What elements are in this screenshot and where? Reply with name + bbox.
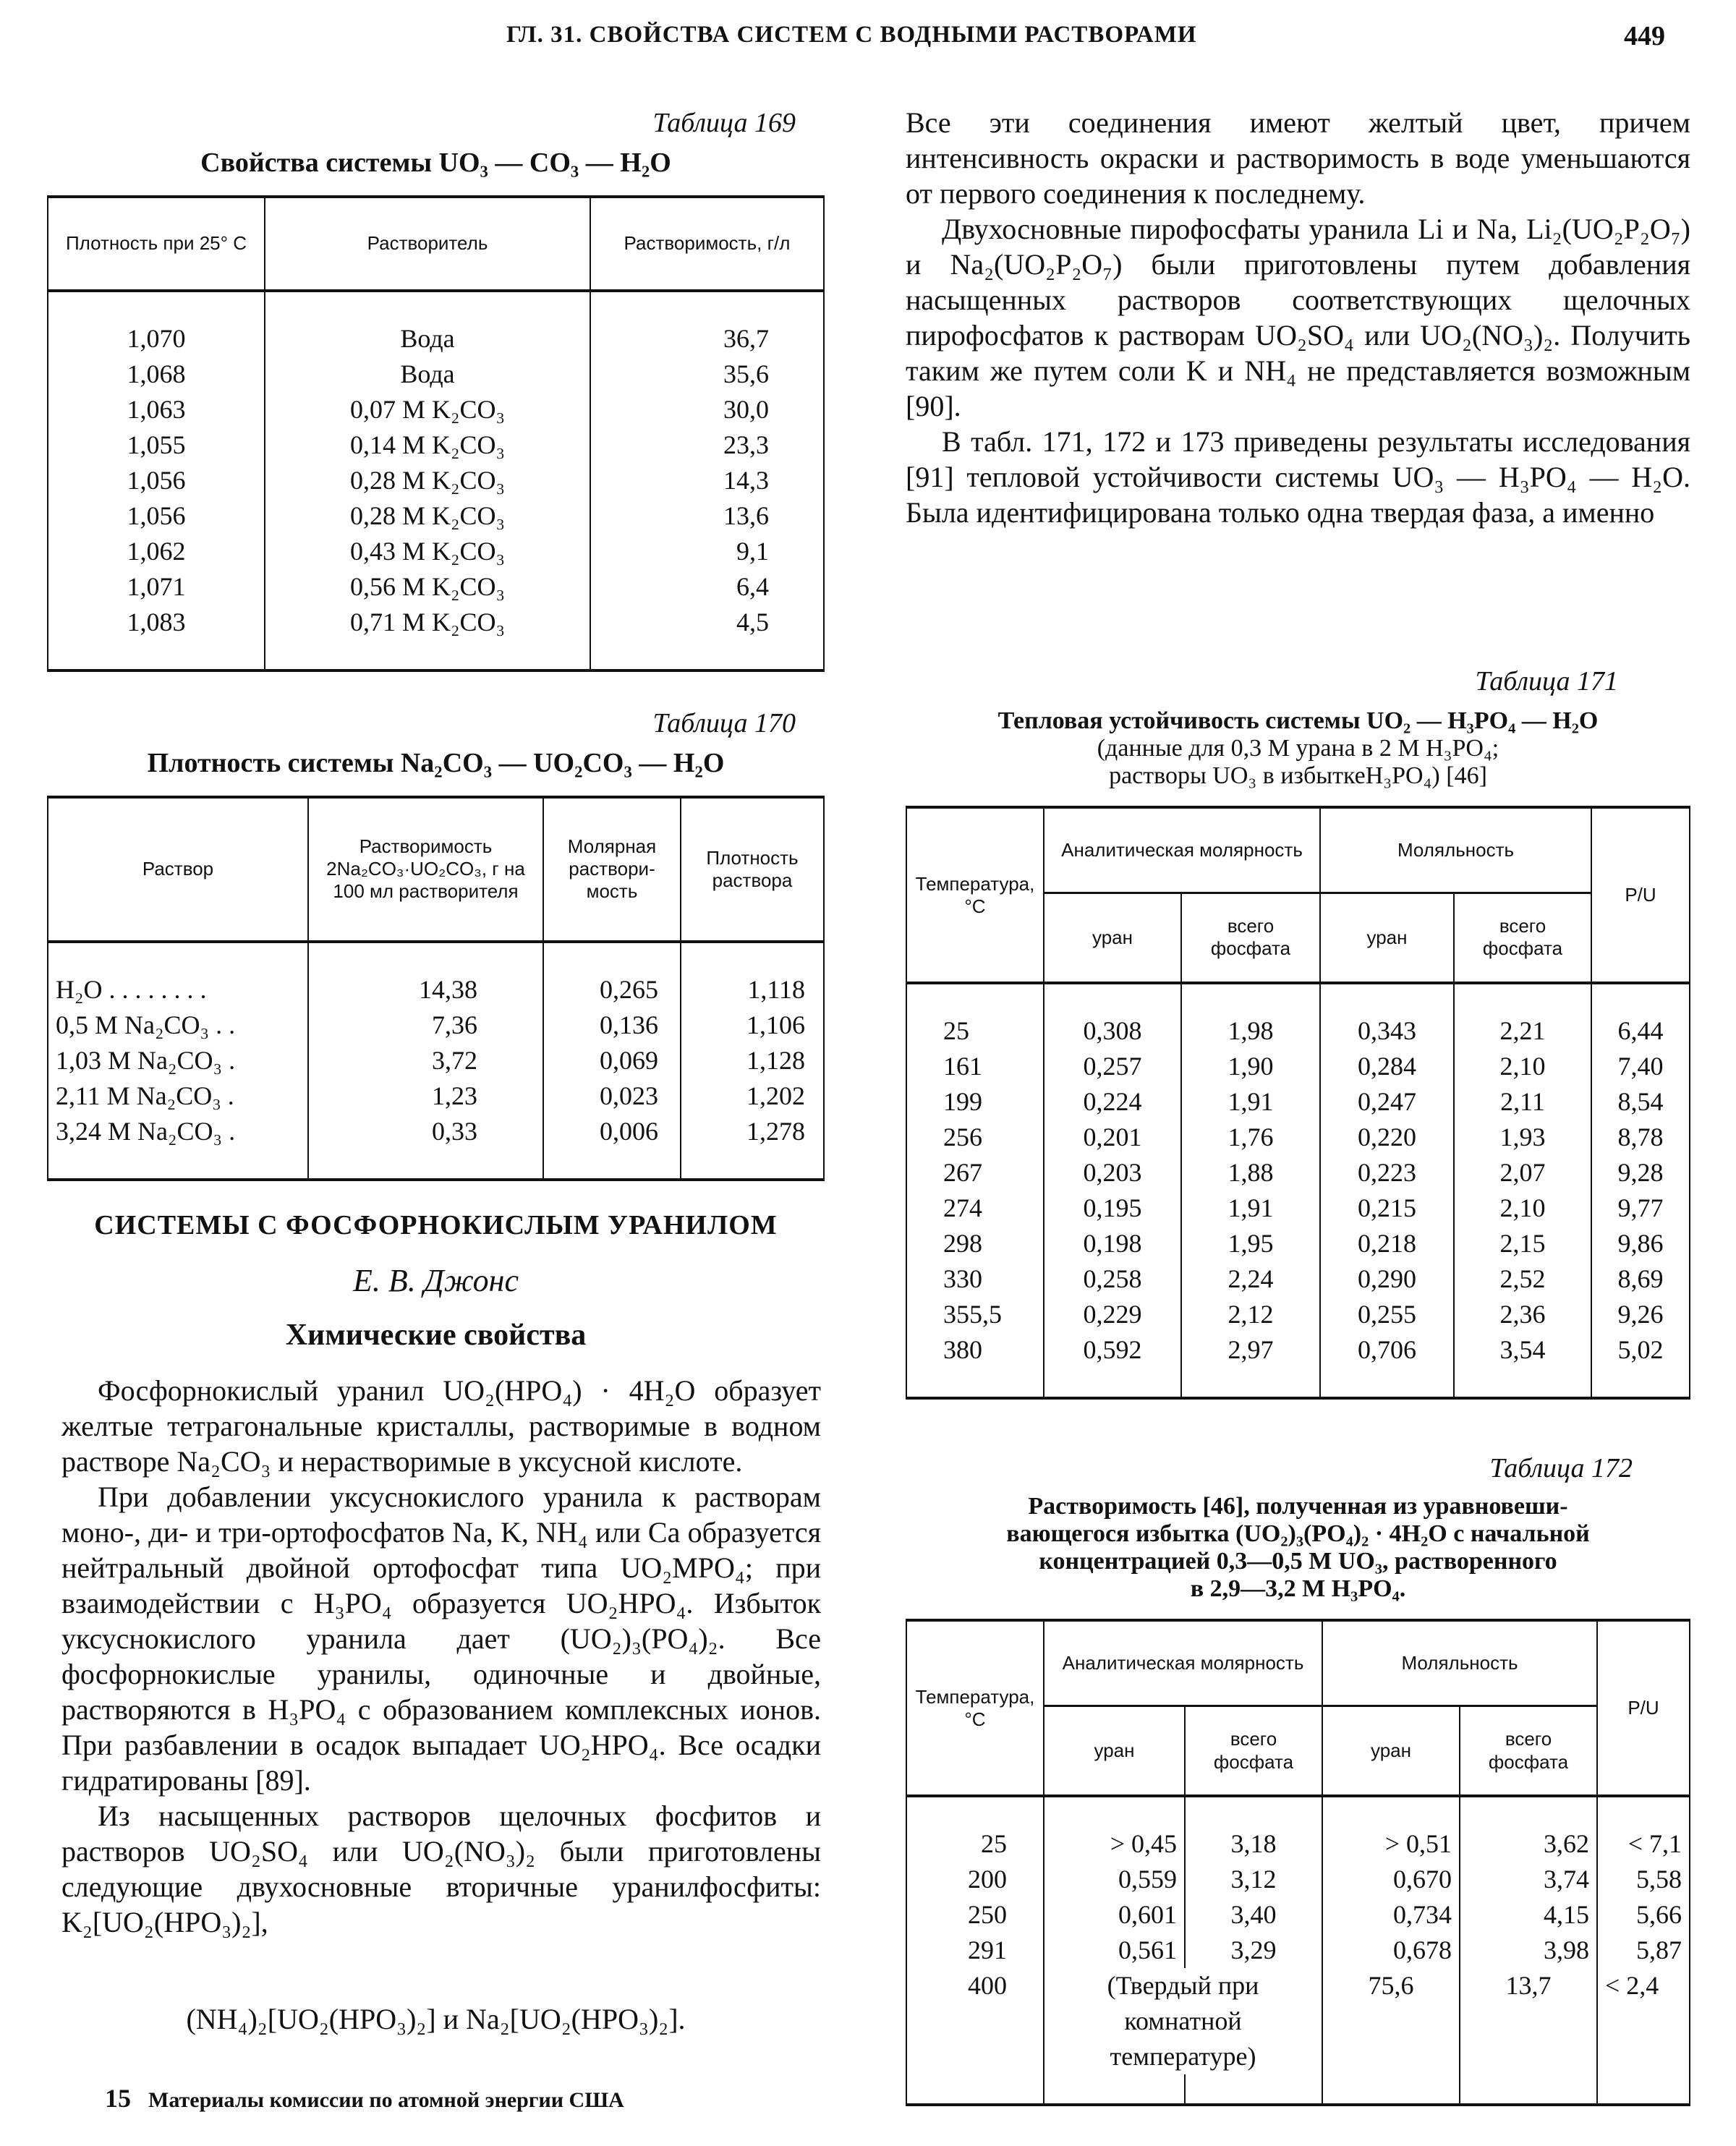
pu-ratio-cell: 6,44 [1591,1013,1690,1049]
molality-phosphate-cell: 2,07 [1454,1155,1591,1191]
molarity-phosphate-cell: 3,29 [1185,1933,1322,1968]
spacer-row [906,983,1690,1013]
table-171-title: Тепловая устойчивость системы UO₂ — H₃PO₄ — H₂O (данные для 0,3 M урана в 2 M H₃PO₄; растворы UO₃ в избыткеH₃PO₄) [46] [997,707,1599,790]
table-row [906,1933,1690,1968]
spacer-cell [48,640,265,670]
molality-phosphate-cell: 2,52 [1454,1261,1591,1297]
table-row [906,1191,1690,1226]
solubility-cell: 30,0 [590,392,824,427]
table-row [906,1897,1690,1933]
molarity-phosphate-cell: 1,98 [1181,1013,1320,1049]
table-170-title: Плотность системы Na₂CO₃ — UO₂CO₃ — H₂O [147,748,725,778]
molarity-phosphate-cell: 3,18 [1185,1826,1322,1862]
solution-cell: 1,03 M Na₂CO₃ . [48,1043,308,1078]
temperature-cell: 256 [906,1120,1044,1155]
molality-uranium-cell: 75,6 [1322,1968,1460,2074]
solution-cell: 2,11 M Na₂CO₃ . [48,1078,308,1114]
pu-ratio-cell: 8,54 [1591,1084,1690,1120]
table-169-body [48,291,824,670]
spacer-cell [1454,1368,1591,1398]
molality-uranium-cell: 0,290 [1320,1261,1454,1297]
pu-ratio-cell: 9,28 [1591,1155,1690,1191]
paragraph: Из насыщенных растворов щелочных фосфитов и растворов UO₂SO₄ или UO₂(NO₃)₂ были приготовлены следующие двухосновные вторичные уранилфосфиты: K₂[UO₂(HPO₃)₂], [61,1800,821,1938]
molar-solubility-cell: 0,136 [543,1008,681,1043]
column-header-total-phosphate: всего фосфата [1185,1706,1322,1796]
molality-uranium-cell: 0,215 [1320,1191,1454,1226]
formula-line: (NH₄)₂[UO₂(HPO₃)₂] и Na₂[UO₂(HPO₃)₂]. [186,2003,686,2035]
spacer-row [906,1796,1690,1826]
molality-phosphate-cell: 1,93 [1454,1120,1591,1155]
spacer-cell [681,942,824,972]
page-footer [105,2083,624,2113]
column-header-pu-ratio: P/U [1591,807,1690,983]
molarity-phosphate-cell: 1,76 [1181,1120,1320,1155]
molality-uranium-cell: 0,220 [1320,1120,1454,1155]
molarity-phosphate-cell: 1,91 [1181,1084,1320,1120]
pu-ratio-cell: 8,69 [1591,1261,1690,1297]
spacer-row [48,942,824,972]
molarity-phosphate-cell: 3,12 [1185,1862,1322,1897]
spacer-cell [590,291,824,321]
molality-phosphate-cell: 4,15 [1460,1897,1597,1933]
table-row [906,1261,1690,1297]
solubility-cell: 14,38 [308,972,543,1008]
molality-phosphate-cell: 2,36 [1454,1297,1591,1332]
spacer-cell [1597,2074,1690,2105]
molality-uranium-cell: > 0,51 [1322,1826,1460,1862]
density-cell: 1,202 [681,1078,824,1114]
spacer-row [906,2074,1690,2105]
temperature-cell: 400 [906,1968,1044,2074]
solubility-cell: 14,3 [590,463,824,498]
molality-phosphate-cell: 3,98 [1460,1933,1597,1968]
molarity-uranium-cell: 0,308 [1044,1013,1181,1049]
table-172-title: Растворимость [46], полученная из уравновеши- вающегося избытка (UO₂)₃(PO₄)₂ · 4H₂O с начальной концентрацией 0,3—0,5 M UO₃, растворенного в 2,9—3,2 M H₃PO₄. [1006,1493,1590,1603]
spacer-cell [1454,983,1591,1013]
solution-cell: 3,24 M Na₂CO₃ . [48,1114,308,1149]
table-row [906,1013,1690,1049]
molality-phosphate-cell: 13,7 [1460,1968,1597,2074]
solution-cell: H₂O . . . . . . . . [48,972,308,1008]
pu-ratio-cell: 5,66 [1597,1897,1690,1933]
table-row [48,357,824,392]
solubility-cell: 13,6 [590,498,824,534]
molality-phosphate-cell: 3,74 [1460,1862,1597,1897]
temperature-cell: 291 [906,1933,1044,1968]
solubility-cell: 35,6 [590,357,824,392]
spacer-cell [906,2074,1044,2105]
table-169-title: Свойства системы UO₃ — CO₃ — H₂O [200,148,671,178]
table-row [48,1008,824,1043]
column-header-solvent: Растворитель [265,197,590,291]
column-header-solution-density: Плотность раствора [681,797,824,942]
pu-ratio-cell: < 7,1 [1597,1826,1690,1862]
spacer-cell [1597,1796,1690,1826]
table-row [48,569,824,605]
density-cell: 1,278 [681,1114,824,1149]
table-171-block [906,665,1690,1400]
footer-text: Материалы комиссии по атомной энергии США [148,2088,624,2112]
spacer-row [48,640,824,670]
spacer-cell [1185,2074,1322,2105]
column-group-analytical-molarity: Аналитическая молярность [1044,1620,1322,1706]
temperature-cell: 250 [906,1897,1044,1933]
density-cell: 1,062 [48,534,265,569]
pu-ratio-cell: 8,78 [1591,1120,1690,1155]
solvent-cell: 0,28 M K₂CO₃ [265,498,590,534]
spacer-cell [1320,1368,1454,1398]
solubility-cell: 7,36 [308,1008,543,1043]
spacer-cell [265,640,590,670]
molarity-phosphate-cell: 2,97 [1181,1332,1320,1368]
molarity-phosphate-cell: 2,12 [1181,1297,1320,1332]
column-header-uranium: уран [1044,893,1181,983]
density-cell: 1,118 [681,972,824,1008]
table-row [906,1332,1690,1368]
density-cell: 1,068 [48,357,265,392]
column-header-molar-solubility: Молярная растворимость [543,797,681,942]
molarity-uranium-cell: 0,258 [1044,1261,1181,1297]
table-row [48,605,824,640]
density-cell: 1,063 [48,392,265,427]
table-169-block [47,107,825,672]
author-name: Е. В. Джонс [353,1263,519,1298]
table-170-block [47,707,825,1181]
molality-phosphate-cell: 3,54 [1454,1332,1591,1368]
temperature-cell: 330 [906,1261,1044,1297]
paragraph: Все эти соединения имеют желтый цвет, причем интенсивность окраски и растворимость в воде уменьшаются от первого соединения к последнему. [906,106,1690,210]
temperature-cell: 200 [906,1862,1044,1897]
molarity-phosphate-cell: 1,88 [1181,1155,1320,1191]
spacer-cell [906,1796,1044,1826]
spacer-cell [1591,1368,1690,1398]
molarity-uranium-cell: 0,561 [1044,1933,1185,1968]
density-cell: 1,055 [48,427,265,463]
table-row [906,1968,1690,2074]
molality-uranium-cell: 0,218 [1320,1226,1454,1261]
molality-uranium-cell: 0,706 [1320,1332,1454,1368]
molality-uranium-cell: 0,284 [1320,1049,1454,1084]
table-170-caption: Таблица 170 [652,708,796,738]
solubility-cell: 9,1 [590,534,824,569]
spacer-cell [1591,983,1690,1013]
molarity-uranium-cell: 0,203 [1044,1155,1181,1191]
table-170-body [48,942,824,1180]
molarity-phosphate-cell: 1,90 [1181,1049,1320,1084]
column-header-solution: Раствор [48,797,308,942]
table-row [906,1226,1690,1261]
table-row [906,1155,1690,1191]
molality-phosphate-cell: 2,10 [1454,1191,1591,1226]
table-row [906,1084,1690,1120]
spacer-cell [1044,983,1181,1013]
page-number: 449 [1624,21,1665,51]
temperature-cell: 298 [906,1226,1044,1261]
table-row [906,1297,1690,1332]
molarity-uranium-cell: 0,601 [1044,1897,1185,1933]
pu-ratio-cell: 5,58 [1597,1862,1690,1897]
column-header-density: Плотность при 25° С [48,197,265,291]
molality-uranium-cell: 0,343 [1320,1013,1454,1049]
column-header-temperature: Температура, °С [906,807,1044,983]
spacer-row [48,1149,824,1180]
molarity-uranium-cell: 0,229 [1044,1297,1181,1332]
pu-ratio-cell: 7,40 [1591,1049,1690,1084]
density-cell: 1,056 [48,463,265,498]
solubility-cell: 23,3 [590,427,824,463]
molality-uranium-cell: 0,255 [1320,1297,1454,1332]
molality-phosphate-cell: 3,62 [1460,1826,1597,1862]
table-170 [47,796,825,1181]
spacer-row [48,291,824,321]
pu-ratio-cell: 5,02 [1591,1332,1690,1368]
pu-ratio-cell: 9,26 [1591,1297,1690,1332]
density-cell: 1,083 [48,605,265,640]
table-row [906,1826,1690,1862]
molarity-phosphate-cell: 1,91 [1181,1191,1320,1226]
spacer-cell [1044,1368,1181,1398]
left-body-text [61,1373,821,1940]
table-172-caption: Таблица 172 [1489,1453,1633,1483]
table-row [48,534,824,569]
subsection-heading: Химические свойства [285,1319,587,1352]
paragraph: Фосфорнокислый уранил UO₂(HPO₄) · 4H₂O образует желтые тетрагональные кристаллы, растворимые в водном растворе Na₂CO₃ и нерастворимые в уксусной кислоте. [61,1374,821,1478]
column-header-solubility: Растворимость, г/л [590,197,824,291]
molality-phosphate-cell: 2,10 [1454,1049,1591,1084]
table-row [48,1114,824,1149]
table-172-body [906,1796,1690,2105]
molarity-uranium-cell: 0,198 [1044,1226,1181,1261]
column-header-temperature: Температура, °С [906,1620,1044,1796]
column-header-pu-ratio: P/U [1597,1620,1690,1796]
paragraph: Двухосновные пирофосфаты уранила Li и Na, Li₂(UO₂P₂O₇) и Na₂(UO₂P₂O₇) были приготовлены путем добавления насыщенных растворов соответствующих щелочных пирофосфатов к растворам UO₂SO₄ или UO₂(NO₃)₂. Получить таким же путем соли K и NH₄ не представляется возможным [90]. [906,213,1690,422]
molar-solubility-cell: 0,006 [543,1114,681,1149]
table-row [906,1862,1690,1897]
table-row [48,321,824,357]
temperature-cell: 25 [906,1013,1044,1049]
column-header-total-phosphate: всего фосфата [1460,1706,1597,1796]
spacer-cell [590,640,824,670]
molality-phosphate-cell: 2,11 [1454,1084,1591,1120]
molality-uranium-cell: 0,223 [1320,1155,1454,1191]
solubility-cell: 0,33 [308,1114,543,1149]
solvent-cell: 0,28 M K₂CO₃ [265,463,590,498]
solution-cell: 0,5 M Na₂CO₃ . . [48,1008,308,1043]
spacer-cell [1185,1796,1322,1826]
solubility-cell: 36,7 [590,321,824,357]
solvent-cell: 0,56 M K₂CO₃ [265,569,590,605]
spacer-cell [1322,1796,1460,1826]
spacer-cell [265,291,590,321]
molality-phosphate-cell: 2,15 [1454,1226,1591,1261]
solubility-cell: 4,5 [590,605,824,640]
molarity-phosphate-cell: 3,40 [1185,1897,1322,1933]
table-row [906,1120,1690,1155]
right-body-text [906,105,1690,530]
molality-uranium-cell: 0,734 [1322,1897,1460,1933]
molarity-uranium-cell: 0,257 [1044,1049,1181,1084]
spacer-cell [48,1149,308,1180]
density-cell: 1,056 [48,498,265,534]
molality-uranium-cell: 0,670 [1322,1862,1460,1897]
note-cell: (Твердый при комнатной температуре) [1044,1968,1322,2074]
column-header-uranium: уран [1044,1706,1185,1796]
pu-ratio-cell: 9,77 [1591,1191,1690,1226]
temperature-cell: 274 [906,1191,1044,1226]
molar-solubility-cell: 0,265 [543,972,681,1008]
table-row [48,1078,824,1114]
molarity-uranium-cell: 0,592 [1044,1332,1181,1368]
table-row [48,972,824,1008]
spacer-cell [681,1149,824,1180]
density-cell: 1,106 [681,1008,824,1043]
section-heading: СИСТЕМЫ С ФОСФОРНОКИСЛЫМ УРАНИЛОМ [94,1210,778,1240]
table-row [906,1049,1690,1084]
spacer-cell [1181,983,1320,1013]
spacer-cell [1044,1796,1185,1826]
density-cell: 1,128 [681,1043,824,1078]
temperature-cell: 380 [906,1332,1044,1368]
table-row [48,427,824,463]
column-group-molality: Моляльность [1322,1620,1597,1706]
solvent-cell: Вода [265,321,590,357]
spacer-cell [543,1149,681,1180]
spacer-cell [1044,2074,1185,2105]
paragraph: При добавлении уксуснокислого уранила к растворам моно-, ди- и три-ортофосфатов Na, K, NH₄ или Ca образуется нейтральный двойной ортофосфат типа UO₂MPO₄; при взаимодействии с H₃PO₄ образуется UO₂HPO₄. Избыток уксуснокислого уранила дает (UO₂)₃(PO₄)₂. Все фосфорнокислые уранилы, одиночные и двойные, растворяются в H₃PO₄ с образованием комплексных ионов. При разбавлении в осадок выпадает UO₂HPO₄. Все осадки гидратированы [89]. [61,1481,821,1797]
spacer-cell [1320,983,1454,1013]
solvent-cell: 0,07 M K₂CO₃ [265,392,590,427]
spacer-cell [308,942,543,972]
temperature-cell: 267 [906,1155,1044,1191]
solubility-cell: 1,23 [308,1078,543,1114]
signature-mark: 15 [105,2084,131,2113]
molality-uranium-cell: 0,678 [1322,1933,1460,1968]
table-row [48,463,824,498]
molality-phosphate-cell: 2,21 [1454,1013,1591,1049]
molarity-phosphate-cell: 2,24 [1181,1261,1320,1297]
paragraph: В табл. 171, 172 и 173 приведены результаты исследования [91] тепловой устойчивости системы UO₃ — H₃PO₄ — H₂O. Была идентифицирована только одна твердая фаза, а именно [906,425,1690,529]
spacer-cell [1322,2074,1460,2105]
spacer-row [906,1368,1690,1398]
solvent-cell: Вода [265,357,590,392]
column-header-solubility-complex: Растворимость 2Na₂CO₃·UO₂CO₃, г на 100 мл растворителя [308,797,543,942]
table-171-body [906,983,1690,1398]
pu-ratio-cell: 5,87 [1597,1933,1690,1968]
molarity-uranium-cell: 0,224 [1044,1084,1181,1120]
molarity-phosphate-cell: 1,95 [1181,1226,1320,1261]
column-header-total-phosphate: всего фосфата [1454,893,1591,983]
solvent-cell: 0,43 M K₂CO₃ [265,534,590,569]
pu-ratio-cell: < 2,4 [1597,1968,1690,2074]
running-header: ГЛ. 31. СВОЙСТВА СИСТЕМ С ВОДНЫМИ РАСТВОРАМИ [506,22,1197,48]
spacer-cell [543,942,681,972]
molarity-uranium-cell: 0,195 [1044,1191,1181,1226]
table-row [48,498,824,534]
column-group-molality: Моляльность [1320,807,1591,893]
column-header-uranium: уран [1320,893,1454,983]
density-cell: 1,071 [48,569,265,605]
molarity-uranium-cell: 0,559 [1044,1862,1185,1897]
table-169 [47,195,825,672]
spacer-cell [1181,1368,1320,1398]
spacer-cell [48,942,308,972]
molarity-uranium-cell: 0,201 [1044,1120,1181,1155]
table-171-caption: Таблица 171 [1475,666,1618,697]
temperature-cell: 25 [906,1826,1044,1862]
column-group-analytical-molarity: Аналитическая молярность [1044,807,1320,893]
column-header-uranium: уран [1322,1706,1460,1796]
temperature-cell: 199 [906,1084,1044,1120]
solvent-cell: 0,71 M K₂CO₃ [265,605,590,640]
molar-solubility-cell: 0,069 [543,1043,681,1078]
table-171 [906,806,1690,1400]
spacer-cell [906,1368,1044,1398]
solubility-cell: 6,4 [590,569,824,605]
table-172-block [906,1452,1690,2106]
molality-uranium-cell: 0,247 [1320,1084,1454,1120]
table-row [48,1043,824,1078]
pu-ratio-cell: 9,86 [1591,1226,1690,1261]
density-cell: 1,070 [48,321,265,357]
spacer-cell [308,1149,543,1180]
table-row [48,392,824,427]
temperature-cell: 161 [906,1049,1044,1084]
molarity-uranium-cell: > 0,45 [1044,1826,1185,1862]
table-169-caption: Таблица 169 [652,108,796,138]
solvent-cell: 0,14 M K₂CO₃ [265,427,590,463]
spacer-cell [1460,1796,1597,1826]
column-header-total-phosphate: всего фосфата [1181,893,1320,983]
spacer-cell [48,291,265,321]
molar-solubility-cell: 0,023 [543,1078,681,1114]
table-172 [906,1619,1690,2106]
spacer-cell [1460,2074,1597,2105]
temperature-cell: 355,5 [906,1297,1044,1332]
solubility-cell: 3,72 [308,1043,543,1078]
spacer-cell [906,983,1044,1013]
